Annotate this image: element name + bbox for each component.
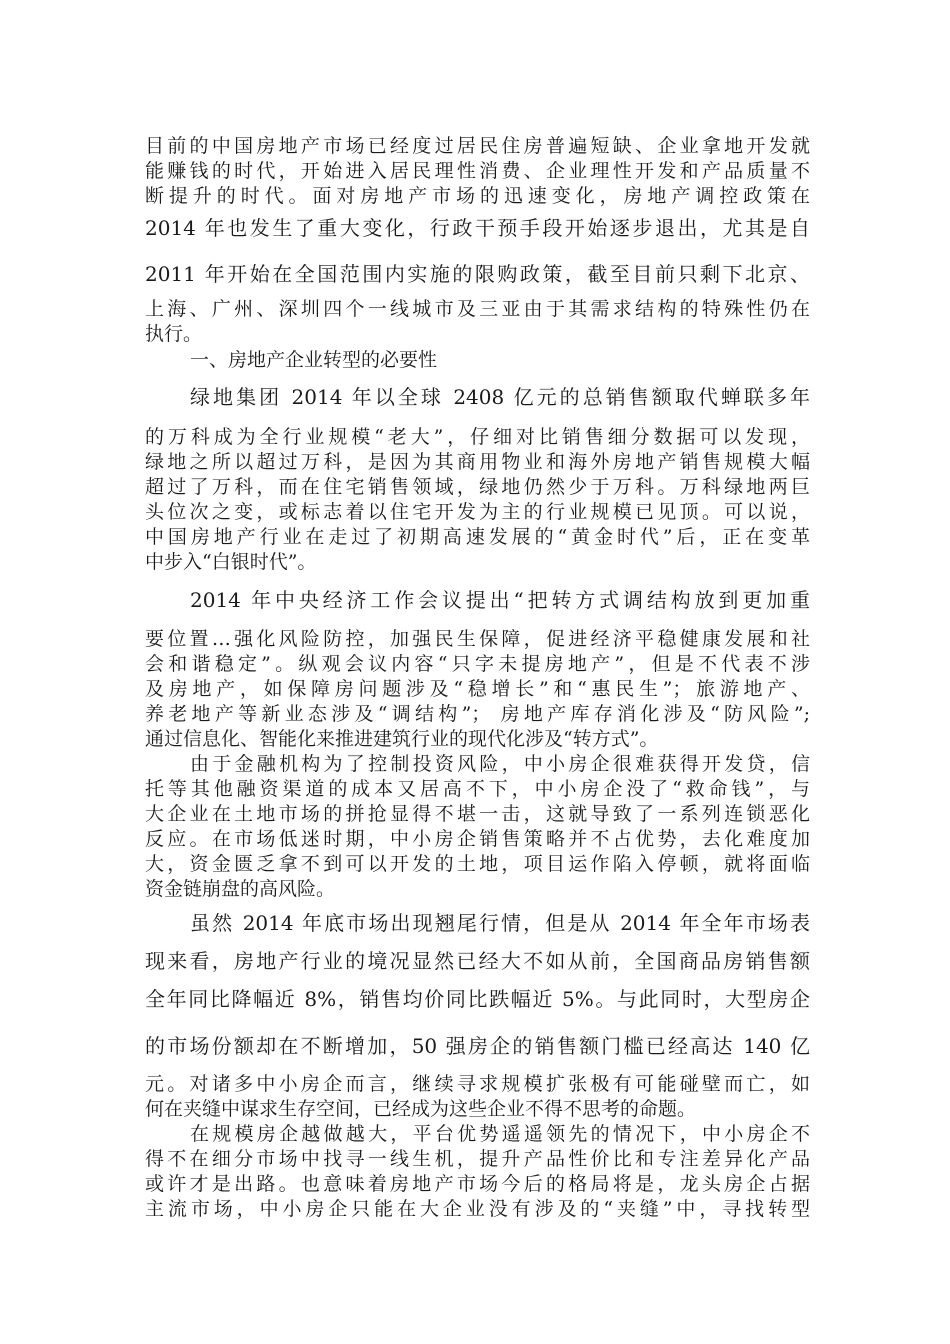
text-line: 元。对诸多中小房企而言，继续寻求规模扩张极有可能碰壁而亡，如 xyxy=(145,1073,810,1095)
text-line: 上海、广州、深圳四个一线城市及三亚由于其需求结构的特殊性仍在 xyxy=(145,298,810,320)
text-line: 要位置…强化风险防控，加强民生保障，促进经济平稳健康发展和社 xyxy=(145,628,810,650)
text-line: 反应。在市场低迷时期，中小房企销售策略并不占优势，去化难度加 xyxy=(145,828,810,850)
text-line: 断提升的时代。面对房地产市场的迅速变化，房地产调控政策在 xyxy=(145,185,810,207)
text-line: 2014 年也发生了重大变化，行政干预手段开始逐步退出，尤其是自 xyxy=(145,216,810,240)
text-line: 会和谐稳定”。纵观会议内容“只字未提房地产”，但是不代表不涉 xyxy=(145,653,810,675)
text-line: 或许才是出路。也意味着房地产市场今后的格局将是，龙头房企占据 xyxy=(145,1173,810,1195)
text-line: 托等其他融资渠道的成本又居高不下，中小房企没了“救命钱”，与 xyxy=(145,778,810,800)
text-line: 大企业在土地市场的拼抢显得不堪一击，这就导致了一系列连锁恶化 xyxy=(145,803,810,825)
text-line: 执行。 xyxy=(145,323,203,345)
text-line: 绿地之所以超过万科，是因为其商用物业和海外房地产销售规模大幅 xyxy=(145,451,810,473)
text-line: 由于金融机构为了控制投资风险，中小房企很难获得开发贷，信 xyxy=(190,753,810,775)
text-line: 主流市场，中小房企只能在大企业没有涉及的“夹缝”中，寻找转型 xyxy=(145,1198,810,1220)
text-line: 养老地产等新业态涉及“调结构”； 房地产库存消化涉及“防风险”; xyxy=(145,703,810,725)
text-line: 能赚钱的时代，开始进入居民理性消费、企业理性开发和产品质量不 xyxy=(145,160,810,182)
text-line: 在规模房企越做越大，平台优势遥遥领先的情况下，中小房企不 xyxy=(190,1123,810,1145)
text-line: 通过信息化、智能化来推进建筑行业的现代化涉及“转方式”。 xyxy=(145,728,659,750)
text-line: 何在夹缝中谋求生存空间，已经成为这些企业不得不思考的命题。 xyxy=(145,1098,697,1120)
text-line: 超过了万科，而在住宅销售领域，绿地仍然少于万科。万科绿地两巨 xyxy=(145,476,810,498)
text-line: 头位次之变，或标志着以住宅开发为主的行业规模已见顶。可以说， xyxy=(145,501,810,523)
text-line: 绿地集团 2014 年以全球 2408 亿元的总销售额取代蝉联多年 xyxy=(190,385,810,409)
text-line: 全年同比降幅近 8%，销售均价同比跌幅近 5%。与此同时，大型房企 xyxy=(145,987,810,1011)
text-line: 及房地产，如保障房问题涉及“稳增长”和“惠民生”；旅游地产、 xyxy=(145,678,810,700)
text-line: 现来看，房地产行业的境况显然已经大不如从前，全国商品房销售额 xyxy=(145,949,810,973)
section-heading: 一、房地产企业转型的必要性 xyxy=(190,349,438,371)
text-line: 虽然 2014 年底市场出现翘尾行情，但是从 2014 年全年市场表 xyxy=(190,911,810,935)
text-line: 2014 年中央经济工作会议提出“把转方式调结构放到更加重 xyxy=(190,588,810,612)
text-line: 的市场份额却在不断增加，50 强房企的销售额门槛已经高达 140 亿 xyxy=(145,1034,810,1058)
text-line: 得不在细分市场中找寻一线生机，提升产品性价比和专注差异化产品 xyxy=(145,1148,810,1170)
text-line: 的万科成为全行业规模“老大”，仔细对比销售细分数据可以发现， xyxy=(145,426,810,448)
text-line: 中国房地产行业在走过了初期高速发展的“黄金时代”后，正在变革 xyxy=(145,526,810,548)
text-line: 2011 年开始在全国范围内实施的限购政策，截至目前只剩下北京、 xyxy=(145,262,810,286)
text-line: 中步入“白银时代”。 xyxy=(145,551,317,573)
text-line: 目前的中国房地产市场已经度过居民住房普遍短缺、企业拿地开发就 xyxy=(145,135,810,157)
text-line: 大，资金匮乏拿不到可以开发的土地，项目运作陷入停顿，就将面临 xyxy=(145,853,810,875)
text-line: 资金链崩盘的高风险。 xyxy=(145,878,336,900)
